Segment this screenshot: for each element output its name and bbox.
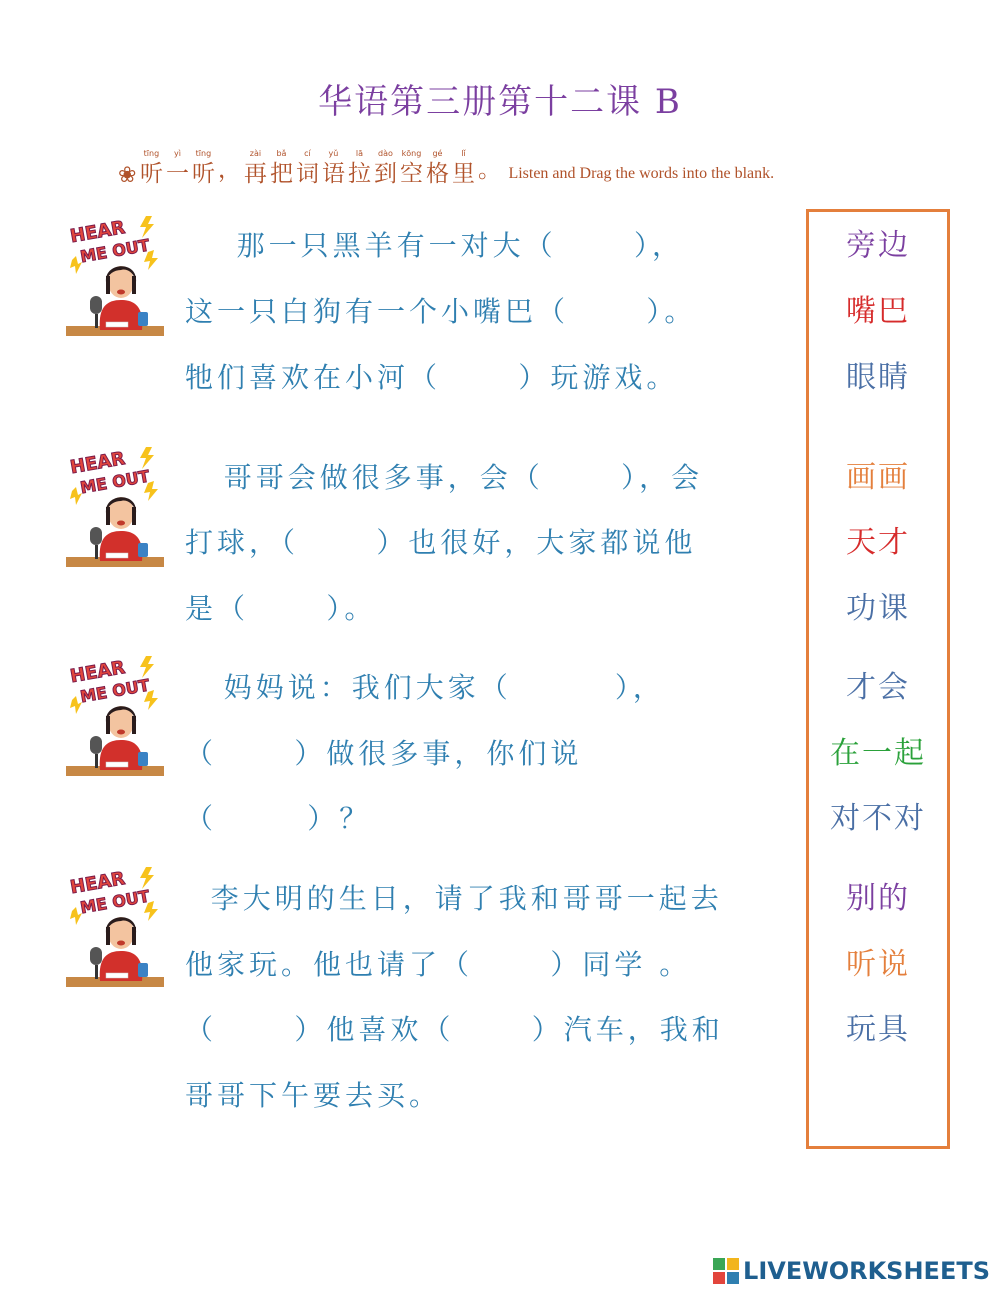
hanzi: 。	[477, 157, 501, 183]
passage-1-line-3: 牠们喜欢在小河（ ）玩游戏。	[185, 361, 679, 394]
passage-3-line-3: （ ）？	[185, 802, 372, 835]
instruction-char	[190, 148, 216, 188]
pinyin: lā	[355, 149, 363, 158]
instruction-char	[398, 148, 424, 188]
word-bank-item[interactable]: 在一起	[830, 736, 926, 771]
word-bank-item[interactable]: 对不对	[830, 801, 926, 836]
liveworksheets-logo[interactable]	[713, 1256, 990, 1286]
word-bank-item[interactable]: 别的	[846, 881, 910, 916]
pinyin: cí	[304, 149, 311, 158]
hanzi: 里	[451, 161, 475, 187]
word-bank-item[interactable]: 画画	[846, 460, 910, 495]
hanzi: 听	[191, 161, 215, 187]
word-bank-item[interactable]: 功课	[846, 591, 910, 626]
word-bank-item[interactable]: 听说	[846, 947, 910, 982]
hanzi: 到	[373, 161, 397, 187]
pinyin: dào	[378, 149, 393, 158]
hanzi: 再	[243, 161, 267, 187]
instruction-char	[164, 148, 190, 188]
passage-3-line-2: （ ）做很多事，你们说	[185, 737, 583, 770]
passage-3-line-1: 妈妈说：我们大家（ ），	[185, 671, 665, 704]
hanzi: 听	[139, 161, 163, 187]
hanzi: 空	[399, 161, 423, 187]
passage-2-line-3: 是（ ）。	[185, 592, 377, 625]
word-bank-item[interactable]: 嘴巴	[846, 294, 910, 329]
instruction-char	[346, 148, 372, 188]
hanzi: 词	[295, 161, 319, 187]
instruction-char	[268, 148, 294, 188]
flower-icon: ❀	[118, 163, 137, 188]
instruction-char	[294, 148, 320, 188]
hanzi: ，	[217, 157, 241, 183]
instruction-char	[216, 144, 242, 184]
instruction-char	[450, 148, 476, 188]
pinyin: tīng	[195, 149, 212, 158]
instruction-char	[242, 148, 268, 188]
pinyin: yǔ	[328, 149, 339, 158]
logo-text: LIVEWORKSHEETS	[743, 1257, 990, 1285]
word-bank-item[interactable]: 玩具	[846, 1012, 910, 1047]
hanzi: 格	[425, 161, 449, 187]
instruction-char	[476, 144, 502, 184]
passage-1-line-1: 那一只黑羊有一对大（ ），	[185, 229, 685, 262]
hear-me-out-icon[interactable]	[66, 212, 166, 337]
instruction-char	[138, 148, 164, 188]
logo-blocks-icon	[713, 1258, 739, 1284]
hanzi: 一	[165, 161, 189, 187]
pinyin: tīng	[143, 149, 160, 158]
hear-me-out-icon[interactable]	[66, 652, 166, 777]
hanzi: 拉	[347, 161, 371, 187]
pinyin: zài	[249, 149, 262, 158]
word-bank-item[interactable]: 才会	[846, 670, 910, 705]
passage-1-line-2: 这一只白狗有一个小嘴巴（ ）。	[185, 295, 697, 328]
word-bank-item[interactable]: 眼睛	[846, 360, 910, 395]
word-bank-item[interactable]: 旁边	[846, 228, 910, 263]
instruction-char	[372, 148, 398, 188]
instruction-chinese	[138, 141, 502, 188]
instruction-english: Listen and Drag the words into the blank.	[508, 165, 775, 182]
hear-me-out-icon[interactable]	[66, 863, 166, 988]
instruction-char	[424, 148, 450, 188]
instruction-char	[320, 148, 346, 188]
instruction-line	[118, 138, 774, 188]
hanzi: 语	[321, 161, 345, 187]
page-title: 华语第三册第十二课 B	[318, 82, 682, 122]
pinyin: kōng	[401, 149, 422, 158]
hear-me-out-icon[interactable]	[66, 443, 166, 568]
word-bank-item[interactable]: 天才	[846, 525, 910, 560]
pinyin: bǎ	[276, 149, 287, 158]
pinyin: lǐ	[461, 149, 466, 158]
passage-2-line-1: 哥哥会做很多事，会（ ），会	[185, 461, 704, 494]
passage-2-line-2: 打球，（ ）也很好，大家都说他	[185, 526, 697, 559]
passage-4-line-2: 他家玩。他也请了（ ）同学 。	[185, 948, 692, 981]
passage-4-line-1: 李大明的生日，请了我和哥哥一起去	[185, 882, 723, 915]
pinyin: gé	[432, 149, 443, 158]
pinyin: yì	[173, 149, 181, 158]
passage-4-line-3: （ ）他喜欢（ ）汽车，我和	[185, 1013, 724, 1046]
hanzi: 把	[269, 161, 293, 187]
passage-4-line-4: 哥哥下午要去买。	[185, 1079, 442, 1112]
